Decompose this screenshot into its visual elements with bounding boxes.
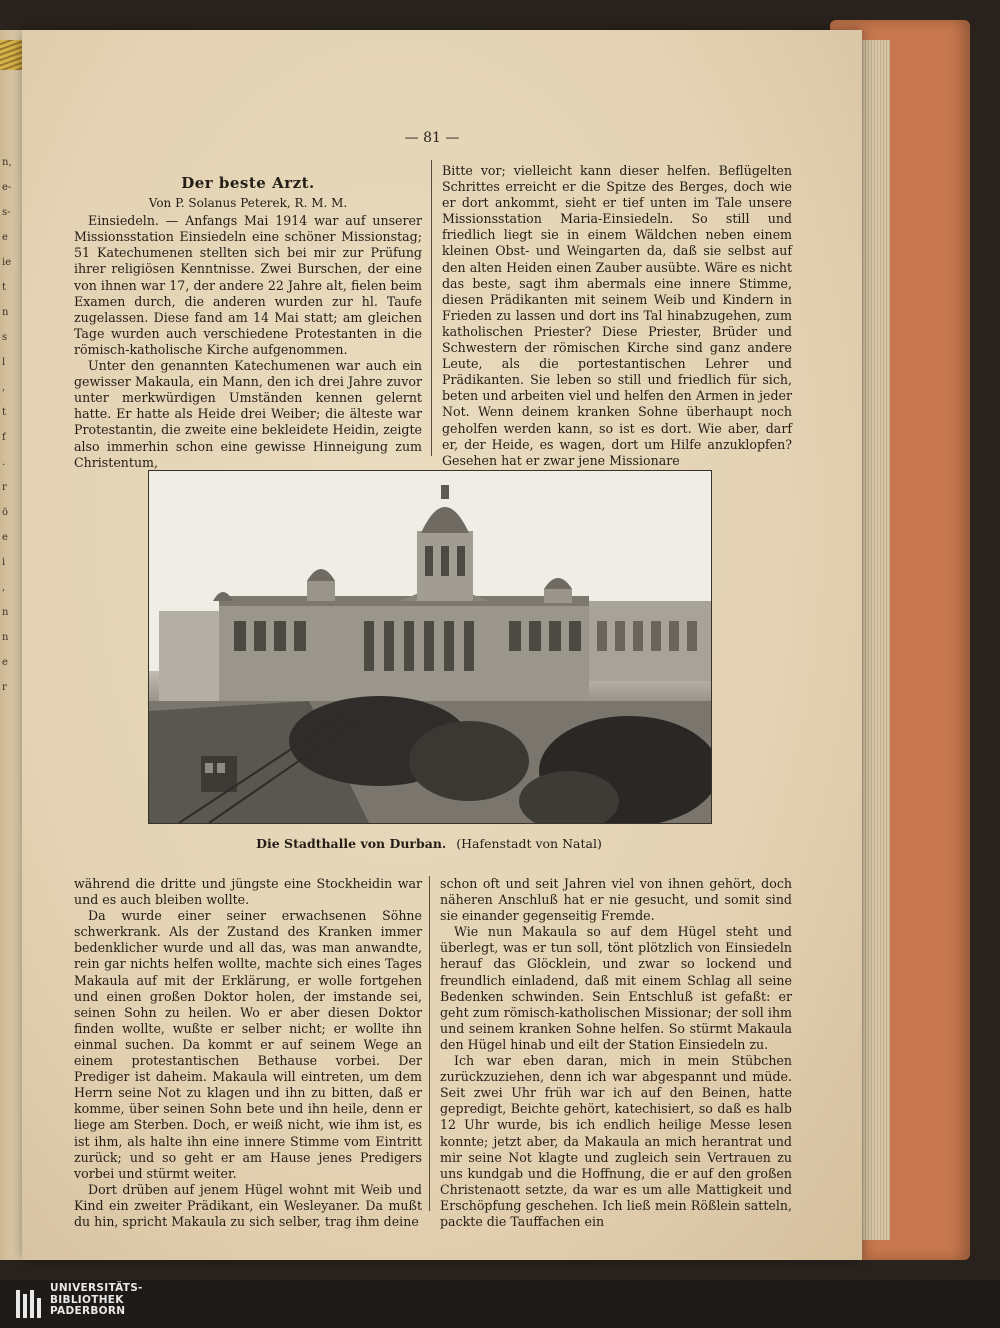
town-hall-illustration (149, 471, 711, 823)
facing-page-fragment: . (2, 457, 6, 468)
paragraph: Dort drüben auf jenem Hügel wohnt mit Weib und Kind ein zweiter Prädikant, ein Wesleyaner. Da mußt du hin, spricht Makaula zu sich selber, trag ihm deine (74, 1181, 422, 1229)
facing-page-fragment: e (2, 232, 8, 243)
facing-page-fragment: e (2, 532, 8, 543)
page-number: — 81 — (404, 130, 460, 146)
photo-durban-town-hall (148, 470, 712, 824)
library-footer (0, 1280, 1000, 1328)
column-bottom-left (74, 876, 422, 1230)
article-byline: Von P. Solanus Peterek, R. M. M. (148, 196, 348, 211)
column-bottom-right (440, 876, 792, 1230)
column-divider (429, 876, 430, 1211)
facing-page-text (2, 150, 18, 700)
facing-page-fragment: e (2, 657, 8, 668)
facing-page-fragment: , (2, 382, 6, 393)
facing-page-fragment: n (2, 632, 9, 643)
paragraph: Wie nun Makaula so auf dem Hügel steht und überlegt, was er tun soll, tönt plötzlich von Einsiedeln herauf das Glöcklein, und zwar so lockend und freundlich einladend, daß mit einem Schlag all seine Bedenken schwinden. Sein Entschluß ist gefaßt: er geht zum römisch-katholischen Missionar; der soll ihm und seinem kranken Sohne helfen. So stürmt Makaula den Hügel hinab und eilt der Station Einsiedeln zu. (440, 924, 792, 1052)
facing-page-fragment: i (2, 557, 6, 568)
book-page (22, 30, 862, 1260)
facing-page-fragment: t (2, 407, 7, 418)
caption-subtitle: (Hafenstadt von Natal) (456, 836, 602, 851)
column-divider (431, 160, 432, 456)
paragraph: Da wurde einer seiner erwachsenen Söhne schwerkrank. Als der Zustand des Kranken immer bedenklicher wurde und all das, was man anwandte, rein gar nichts helfen wollte, machte sich eines Tages Makaula auf mit der Erklärung, er wolle fortgehen und einen großen Doktor holen, der imstande sei, seinen Sohn zu heilen. Wo er aber diesen Doktor finden wollte, wußte er selber nicht; er wollte ihn einmal suchen. Da kommt er auf seinem Wege an einem protestantischen Bethause vorbei. Der Prediger ist daheim. Makaula will eintreten, um dem Herrn seine Not zu klagen und ihn zu bitten, daß er komme, über seinen Sohn bete und ihn heile, denn er liege am Sterben. Doch, er weiß nicht, wie ihm ist, es ist ihm, als halte ihn eine innere Stimme vom Eintritt zurück; und so geht er am Hause jenes Predigers vorbei und stürmt weiter. (74, 908, 422, 1181)
paragraph: Einsiedeln. — Anfangs Mai 1914 war auf unserer Missionsstation Einsiedeln eine schöner Missionstag; 51 Katechumenen stellten sich bei mir zur Prüfung ihrer religiösen Kenntnisse. Zwei Burschen, der eine von ihnen war 17, der andere 22 Jahre alt, fielen beim Examen durch, die anderen wurden zur hl. Taufe zugelassen. Diese fand am 14 Mai statt; am gleichen Tage wurden auch verschiedene Protestanten in die römisch-katholische Kirche aufgenommen. (74, 213, 422, 357)
facing-page-fragment: s- (2, 207, 11, 218)
article-title: Der beste Arzt. (181, 174, 315, 192)
figure-caption (148, 836, 710, 851)
paragraph: schon oft und seit Jahren viel von ihnen gehört, doch näheren Anschluß hat er nie gesucht, und somit sind sie einander gegenseitig Fremde. (440, 876, 792, 924)
facing-page-fragment: t (2, 282, 7, 293)
paragraph: Unter den genannten Katechumenen war auch ein gewisser Makaula, ein Mann, den ich drei Jahre zuvor unter merkwürdigen Umständen kennen gelernt hatte. Er hatte als Heide drei Weiber; die älteste war Protestantin, die zweite eine bekleidete Heidin, zeigte also immerhin schon eine gewisse Hinneigung zum Christentum, (74, 358, 422, 470)
caption-title: Die Stadthalle von Durban. (256, 836, 447, 851)
facing-page-fragment: r (2, 482, 7, 493)
column-top-right (442, 163, 792, 469)
facing-page-fragment: r (2, 682, 7, 693)
facing-page-fragment: , (2, 582, 6, 593)
facing-page-strip (0, 30, 22, 1260)
facing-page-fragment: ie (2, 257, 12, 268)
facing-page-fragment: e- (2, 182, 12, 193)
paragraph: Ich war eben daran, mich in mein Stübchen zurückzuziehen, denn ich war abgespannt und müde. Seit zwei Uhr früh war ich auf den Beinen, hatte gepredigt, Beichte gehört, katechisiert, so daß es halb 12 Uhr wurde, bis ich endlich heilige Messe lesen konnte; jetzt aber, da Makaula an mich herantrat und mir seine Not klagte und zugleich sein Vertrauen zu uns kundgab und die Hoffnung, die er auf den großen Christenaott setzte, da war es um alle Mattigkeit und Erschöpfung geschehen. Ich ließ mein Rößlein satteln, packte die Tauffachen ein (440, 1053, 792, 1229)
library-name-line: BIBLIOTHEK (50, 1293, 124, 1306)
column-top-left (74, 175, 422, 471)
facing-page-fragment: s (2, 332, 8, 343)
facing-page-fragment: f (2, 432, 6, 443)
facing-page-fragment: n (2, 307, 9, 318)
facing-page-fragment: ö (2, 507, 9, 518)
library-logo-icon (14, 1288, 44, 1320)
library-name (50, 1283, 143, 1318)
facing-page-fragment: n, (2, 157, 12, 168)
library-name-line: PADERBORN (50, 1305, 126, 1317)
facing-page-fragment: l (2, 357, 6, 368)
paragraph: während die dritte und jüngste eine Stockheidin war und es auch bleiben wollte. (74, 876, 422, 908)
library-name-line: UNIVERSITÄTS- (50, 1282, 143, 1294)
paragraph: Bitte vor; vielleicht kann dieser helfen. Beflügelten Schrittes erreicht er die Spitze des Berges, doch wie er dort ankommt, sieht er tief unten im Tale unsere Missionsstation Maria-Einsiedeln. So still und friedlich liegt sie in einem Wäldchen neben einem kleinen Obst- und Weingarten da, daß sie selbst auf den alten Heiden einen Zauber ausübte. Wäre es nicht das beste, sagt ihm abermals eine innere Stimme, diesen Prädikanten mit seinem Weib und Kindern in Frieden zu lassen und dort ins Tal hinabzugehen, zum katholischen Priester? Diese Priester, Brüder und Schwestern der römischen Kirche sind ganz andere Leute, als die portestantischen Lehrer und Prädikanten. Sie leben so still und friedlich für sich, beten und arbeiten viel und helfen den Armen in jeder Not. Wenn deinem kranken Sohne überhaupt noch geholfen werden kann, so ist es dort. Wie aber, darf er, der Heide, es wagen, dort um Hilfe anzuklopfen? Gesehen hat er zwar jene Missionare (442, 163, 792, 468)
facing-page-fragment: n (2, 607, 9, 618)
